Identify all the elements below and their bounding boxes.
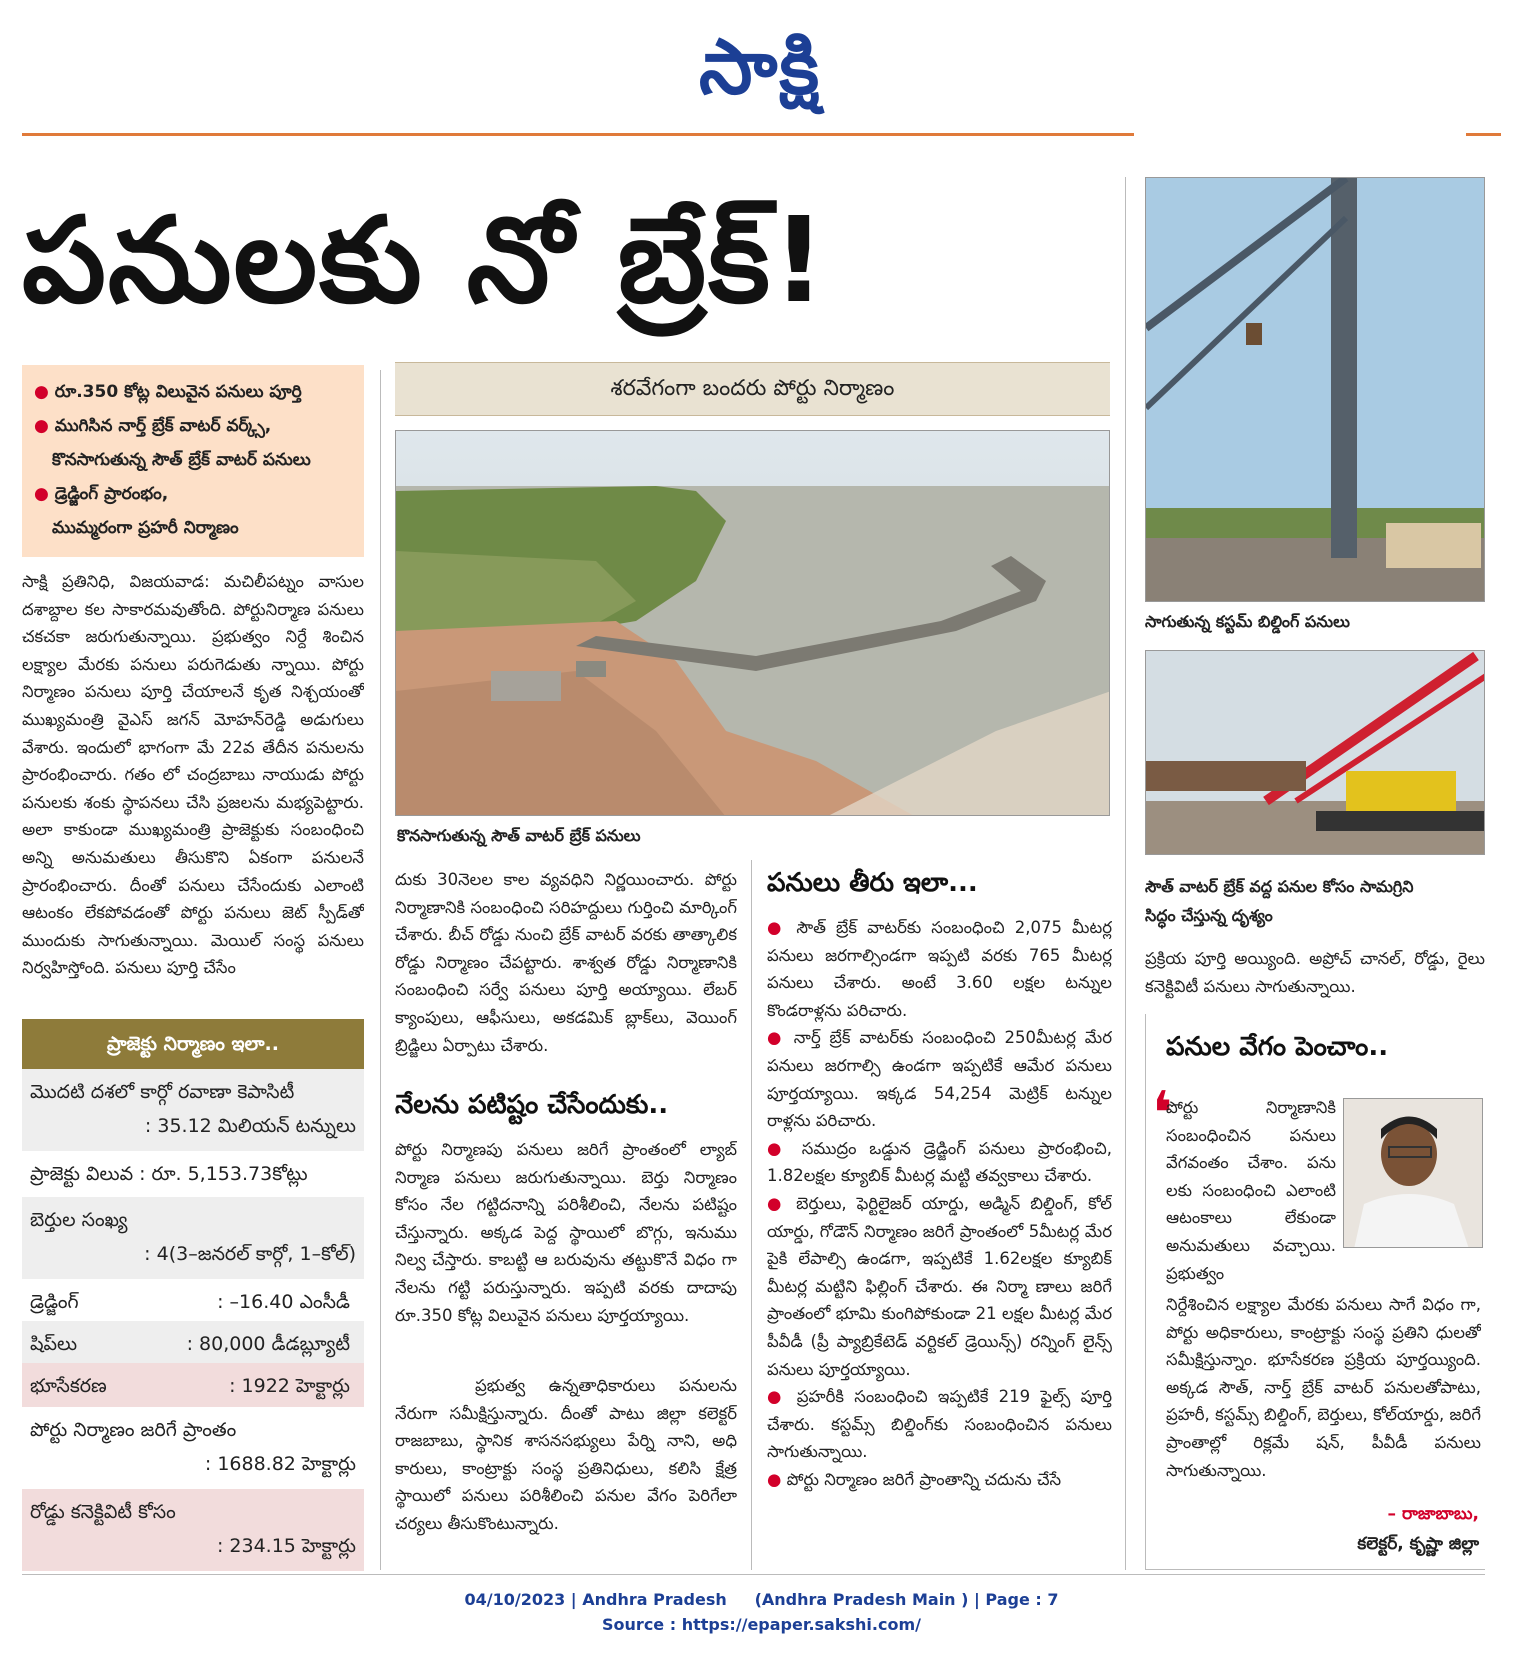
table-row: భూసేకరణ : 1922 హెక్టార్లు: [22, 1363, 364, 1407]
col1-body-text: సాక్షి ప్రతినిధి, విజయవాడ: మచిలీపట్నం వాసుల దశాబ్దాల కల సాకారమవుతోంది. పోర్టునిర్మాణ పనులు చకచకా జరుగుతున్నాయి. ప్రభుత్వం నిర్దే శించిన లక్ష్యాల మేరకు పనులు పరుగెడుతు న్నాయి. పోర్టు నిర్మాణం పనులు పూర్తి చేయాలనే కృత నిశ్చయంతో ముఖ్యమంత్రి వైఎస్ జగన్ మోహన్‌రెడ్డి అడుగులు వేశారు. ఇందులో భాగంగా మే 22వ తేదీన పనులను ప్రారంభించారు. గతం లో చంద్రబాబు నాయుడు పోర్టు పనులకు శంకు స్థాపనలు చేసి ప్రజలను మభ్యపెట్టారు. అలా కాకుండా ముఖ్యమంత్రి ప్రాజెక్టుకు సంబంధించి అన్ని అనుమతులు తీసుకొని ఏకంగా పనులనే ప్రారంభించారు. దీంతో పనులు చేసేందుకు ఎలాంటి ఆటంకం లేకపోవడంతో పోర్టు పనులు జెట్ స్పీడ్‌తో ముందుకు సాగుతున్నాయి. మెయిల్ సంస్థ పనులు నిర్వహిస్తోంది. పనులు పూర్తి చేసేం: [22, 572, 364, 978]
list-item: ● బెర్తులు, ఫెర్టిలైజర్ యార్డు, అడ్మిన్ బిల్డింగ్, కోల్ యార్డు, గోడౌన్ నిర్మాణం జరిగే ప్రాంతంలో 5మీటర్ల మేర పైకి లేపాల్సి ఉండగా, ఇప్పటికే 1.62లక్షల క్యూబిక్ మీటర్ల మట్టిని ఫిల్లింగ్ చేశారు. ఈ నిర్మా ణాలు జరిగే ప్రాంతంలో భూమి కుంగిపోకుండా 21 లక్షల మీటర్ల మేర పీవీడీ (ప్రీ ప్యాబ్రికేటెడ్ వర్టికల్ డ్రెయిన్స్) రన్నింగ్ లైన్స్ పనులు పూర్తయ్యాయి.: [767, 1193, 1112, 1379]
quote-box: [1145, 1014, 1485, 1570]
list-item: ● ప్రహరీకి సంబంధించి ఇప్పటికే 219 ఫైల్స్ పూర్తి చేశారు. కస్టమ్స్ బిల్డింగ్‌కు సంబంధించిన పనులు సాగుతున్నాయి.: [767, 1387, 1112, 1462]
crane-photo-2-caption-2: సిద్ధం చేస్తున్న దృశ్యం: [1145, 906, 1273, 925]
table-row: పోర్టు నిర్మాణం జరిగే ప్రాంతం : 1688.82 హెక్టార్లు: [22, 1407, 364, 1489]
collector-photo: [1344, 1099, 1483, 1248]
column-rule: [380, 370, 381, 1570]
quote-title: పనుల వేగం పెంచాం..: [1166, 1032, 1389, 1062]
table-row: ప్రాజెక్టు విలువ : రూ. 5,153.73కోట్లు: [22, 1151, 364, 1197]
crane-photo-2-caption-1: సౌత్ వాటర్ బ్రేక్ వద్ద పనుల కోసం సామగ్రిని: [1145, 877, 1414, 896]
col2-body-text-1: దుకు 30నెలల కాల వ్యవధిని నిర్ణయించారు. పోర్టు నిర్మాణానికి సంబంధించి సరిహద్దులు గుర్తించి మార్కింగ్ చేశారు. బీచ్ రోడ్డు నుంచి బ్రేక్ వాటర్ వరకు తాత్కాలిక రోడ్డు నిర్మాణం చేపట్టారు. శాశ్వత రోడ్డు నిర్మాణానికి సంబంధించి సర్వే పనులు పూర్తి అయ్యాయి. లేబర్ క్యాంపులు, ఆఫీసులు, అకడమిక్ బ్లాక్‌లు, వెయింగ్ బ్రిడ్జిలు ఏర్పాటు చేశారు.: [395, 870, 737, 1055]
port-aerial-photo: [395, 430, 1110, 816]
collector-avatar: [1343, 1098, 1483, 1248]
quote-mark-icon: ❛: [1152, 1079, 1173, 1149]
col3-bullet-list: [767, 914, 1112, 1570]
highlight-item: ● ముగిసిన నార్త్ బ్రేక్ వాటర్ వర్క్స్,: [34, 416, 272, 436]
signature-name: – రాజాబాబు,: [1387, 1504, 1479, 1524]
highlight-item: ● రూ.350 కోట్ల విలువైన పనులు పూర్తి: [34, 382, 302, 402]
sakshi-logo: సాక్షి: [698, 22, 822, 111]
crane-photo-1: [1145, 177, 1485, 602]
top-rule-right: [1466, 133, 1501, 136]
list-item: ● పోర్టు నిర్మాణం జరిగే ప్రాంతాన్ని చదును చేసే: [767, 1469, 1062, 1489]
highlights-box: [22, 365, 364, 557]
highlight-item: కొనసాగుతున్న సౌత్ బ్రేక్ వాటర్ పనులు: [52, 450, 311, 470]
table-row: బెర్తుల సంఖ్య : 4(3–జనరల్ కార్గో, 1–కోల్): [22, 1197, 364, 1279]
highlight-item: ముమ్మరంగా ప్రహరీ నిర్మాణం: [52, 518, 239, 538]
photo-banner: శరవేగంగా బందరు పోర్టు నిర్మాణం: [395, 362, 1110, 416]
aerial-photo-image: [396, 431, 1110, 816]
list-item: ● సౌత్ బ్రేక్ వాటర్‌కు సంబంధించి 2,075 మీటర్ల పనులు జరగాల్సిండగా ఇప్పటి వరకు 765 మీటర్ల పనులు చేశారు. అంటే 3.60 లక్షల టన్నుల కొండరాళ్లను పరిచారు.: [767, 918, 1112, 1020]
table-row: డ్రెడ్జింగ్ : –16.40 ఎంసీడీ: [22, 1279, 364, 1321]
top-rule: [22, 133, 1134, 136]
main-photo-caption: కొనసాగుతున్న సౌత్ వాటర్ బ్రేక్ పనులు: [397, 826, 641, 845]
bottom-rule: [22, 1574, 1485, 1575]
col2-subhead: నేలను పటిష్టం చేసేందుకు..: [395, 1090, 669, 1120]
quote-text-narrow: పోర్టు నిర్మాణానికి సంబంధించిన పనులు వేగవంతం చేశాం. పను లకు సంబంధించి ఎలాంటి ఆటంకాలు లేకుండా అనుమతులు వచ్చాయి. ప్రభుత్వం: [1166, 1098, 1336, 1283]
footer-source-link[interactable]: Source : https://epaper.sakshi.com/: [602, 1615, 921, 1634]
col4-body-text: ప్రక్రియ పూర్తి అయ్యింది. అప్రోచ్ చానల్, రోడ్డు, రైలు కనెక్టివిటీ పనులు సాగుతున్నాయి.: [1145, 949, 1485, 996]
column-rule: [751, 860, 752, 1570]
col2-body-text-3: ప్రభుత్వ ఉన్నతాధికారులు పనులను నేరుగా సమీక్షిస్తున్నారు. దీంతో పాటు జిల్లా కలెక్టర్ రాజబాబు, స్థానిక శాసనసభ్యులు పేర్ని నాని, అధి కారులు, కాంట్రాక్టు సంస్థ ప్రతినిధులు, కలిసి క్షేత్ర స్థాయిలో పనులు పరిశీలించి పనుల వేగం పెరిగేలా చర్యలు తీసుకొంటున్నారు.: [395, 1376, 737, 1533]
quote-text-wide: నిర్దేశించిన లక్ష్యాల మేరకు పనులు సాగే విధం గా, పోర్టు అధికారులు, కాంట్రాక్టు సంస్థ ప్రతిని ధులతో సమీక్షిస్తున్నాం. భూసేకరణ ప్రక్రియ పూర్తయ్యింది. అక్కడ సౌత్, నార్త్ బ్రేక్ వాటర్ పనులతోపాటు, ప్రహరీ, కస్టమ్స్ బిల్డింగ్, బెర్తులు, కోల్‌యార్డు, జరిగే ప్రాంతాల్లో రిక్లమే షన్, పీవీడీ పనులు సాగుతున్నాయి.: [1166, 1295, 1481, 1480]
column-rule: [1125, 177, 1126, 1570]
table-row: మొదటి దశలో కార్గో రవాణా కెపాసిటీ : 35.12 మిలియన్ టన్నులు: [22, 1069, 364, 1151]
col3-subhead: పనులు తీరు ఇలా...: [767, 868, 978, 898]
highlight-item: ● డ్రెడ్జింగ్ ప్రారంభం,: [34, 484, 169, 504]
crane-photo-2: [1145, 650, 1485, 855]
col2-body-text-2: పోర్టు నిర్మాణపు పనులు జరిగే ప్రాంతంలో ల్యాబ్ నిర్మాణ పనులు జరుగుతున్నాయి. బెర్తు నిర్మాణం కోసం నేల గట్టిదనాన్ని పరిశీలించి, నేలను పటిష్టం చేస్తున్నారు. అక్కడ పెద్ద స్థాయిలో బొగ్గు, ఇనుము నిల్వ చేస్తారు. కాబట్టి ఆ బరువును తట్టుకొనే విధం గా నేలను గట్టి పరుస్తున్నారు. ఇప్పటి వరకు దాదాపు రూ.350 కోట్ల విలువైన పనులు పూర్తయ్యాయి.: [395, 1140, 737, 1325]
signature-title: కలెక్టర్, కృష్ణా జిల్లా: [1357, 1534, 1479, 1554]
project-table-title: ప్రాజెక్టు నిర్మాణం ఇలా..: [22, 1019, 364, 1069]
table-row: రోడ్డు కనెక్టివిటీ కోసం : 234.15 హెక్టార్లు: [22, 1489, 364, 1571]
crane-image-1: [1146, 178, 1485, 602]
crane-photo-1-caption: సాగుతున్న కస్టమ్ బిల్డింగ్ పనులు: [1145, 612, 1350, 631]
main-headline: పనులకు నో బ్రేక్!: [22, 191, 828, 329]
crane-image-2: [1146, 651, 1485, 855]
footer-date-line: 04/10/2023 | Andhra Pradesh (Andhra Pradesh Main ) | Page : 7: [464, 1590, 1059, 1609]
list-item: ● నార్త్ బ్రేక్ వాటర్‌కు సంబంధించి 250మీటర్ల మేర పనులు జరగాల్సి ఉండగా ఇప్పటికే ఆమేర పనులు పూర్తయ్యాయి. ఇక్కడ 54,254 మెట్రిక్ టన్నుల రాళ్లను పరిచారు.: [767, 1028, 1112, 1131]
table-row: షిప్‌లు : 80,000 డీడబ్ల్యూటీ: [22, 1321, 364, 1363]
list-item: ● సముద్రం ఒడ్డున డ్రెడ్జింగ్ పనులు ప్రారంభించి, 1.82లక్షల క్యూబిక్ మీటర్ల మట్టి తవ్వకాలు చేశారు.: [767, 1138, 1112, 1186]
